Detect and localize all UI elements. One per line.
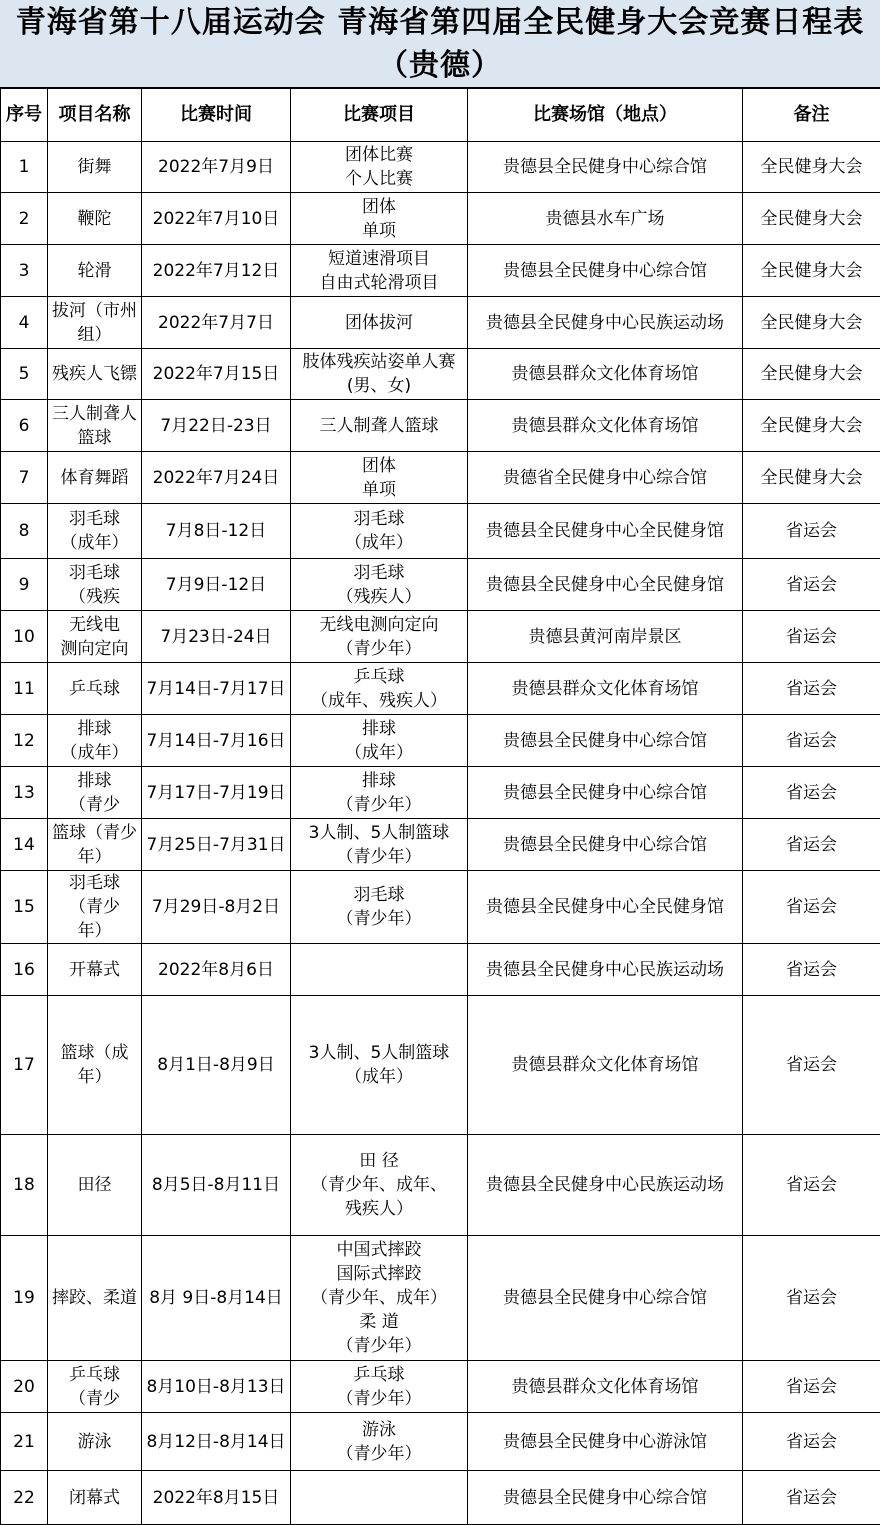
cell-venue: 贵德县全民健身中心综合馆	[468, 1471, 743, 1525]
cell-time: 7月14日-7月16日	[142, 715, 291, 767]
cell-no: 4	[1, 297, 48, 349]
cell-venue: 贵德县全民健身中心综合馆	[468, 819, 743, 871]
cell-time: 8月1日-8月9日	[142, 996, 291, 1135]
cell-no: 18	[1, 1135, 48, 1236]
cell-no: 17	[1, 996, 48, 1135]
cell-venue: 贵德县全民健身中心综合馆	[468, 715, 743, 767]
cell-venue: 贵德县全民健身中心民族运动场	[468, 297, 743, 349]
cell-event: 中国式摔跤 国际式摔跤 （青少年、成年） 柔 道 （青少年）	[291, 1236, 468, 1361]
cell-venue: 贵德县全民健身中心民族运动场	[468, 944, 743, 996]
cell-time: 8月10日-8月13日	[142, 1361, 291, 1413]
cell-name: 乒乓球 （青少	[48, 1361, 142, 1413]
table-row	[1, 1135, 880, 1236]
cell-name: 篮球（青少年）	[48, 819, 142, 871]
cell-no: 6	[1, 400, 48, 452]
cell-time: 2022年8月15日	[142, 1471, 291, 1525]
cell-time: 2022年7月7日	[142, 297, 291, 349]
cell-note: 全民健身大会	[743, 400, 880, 452]
cell-note: 省运会	[743, 663, 880, 715]
cell-name: 篮球（成年）	[48, 996, 142, 1135]
header-row	[1, 89, 880, 142]
table-row	[1, 871, 880, 944]
cell-name: 排球 （成年）	[48, 715, 142, 767]
cell-venue: 贵德县群众文化体育场馆	[468, 349, 743, 400]
header-name: 项目名称	[48, 89, 142, 142]
cell-note: 省运会	[743, 1236, 880, 1361]
cell-time: 8月12日-8月14日	[142, 1413, 291, 1471]
cell-event: 三人制聋人篮球	[291, 400, 468, 452]
cell-venue: 贵德县全民健身中心全民健身馆	[468, 871, 743, 944]
cell-time: 8月5日-8月11日	[142, 1135, 291, 1236]
cell-time: 7月22日-23日	[142, 400, 291, 452]
header-no: 序号	[1, 89, 48, 142]
cell-note: 全民健身大会	[743, 142, 880, 193]
cell-time: 7月17日-7月19日	[142, 767, 291, 819]
cell-event: 无线电测向定向 （青少年）	[291, 611, 468, 663]
cell-event: 羽毛球 （成年）	[291, 504, 468, 559]
cell-venue: 贵德县全民健身中心游泳馆	[468, 1413, 743, 1471]
cell-note: 省运会	[743, 1135, 880, 1236]
cell-event: 排球 （成年）	[291, 715, 468, 767]
cell-note: 省运会	[743, 944, 880, 996]
table-row	[1, 996, 880, 1135]
header-note: 备注	[743, 89, 880, 142]
cell-no: 10	[1, 611, 48, 663]
cell-event: 团体比赛 个人比赛	[291, 142, 468, 193]
cell-name: 体育舞蹈	[48, 452, 142, 504]
cell-event: 肢体残疾站姿单人赛(男、女)	[291, 349, 468, 400]
cell-name: 乒乓球	[48, 663, 142, 715]
cell-event: 团体 单项	[291, 452, 468, 504]
cell-note: 全民健身大会	[743, 452, 880, 504]
cell-name: 残疾人飞镖	[48, 349, 142, 400]
cell-no: 3	[1, 245, 48, 297]
cell-note: 省运会	[743, 715, 880, 767]
cell-event: 团体拔河	[291, 297, 468, 349]
cell-venue: 贵德县黄河南岸景区	[468, 611, 743, 663]
cell-time: 7月25日-7月31日	[142, 819, 291, 871]
cell-no: 8	[1, 504, 48, 559]
cell-note: 省运会	[743, 819, 880, 871]
cell-no: 11	[1, 663, 48, 715]
cell-event: 排球 （青少年）	[291, 767, 468, 819]
cell-event: 乒乓球 （青少年）	[291, 1361, 468, 1413]
table-row	[1, 944, 880, 996]
cell-venue: 贵德省全民健身中心综合馆	[468, 452, 743, 504]
cell-venue: 贵德县全民健身中心综合馆	[468, 1236, 743, 1361]
cell-name: 轮滑	[48, 245, 142, 297]
cell-note: 全民健身大会	[743, 245, 880, 297]
cell-time: 2022年7月9日	[142, 142, 291, 193]
cell-name: 三人制聋人篮球	[48, 400, 142, 452]
cell-time: 7月8日-12日	[142, 504, 291, 559]
cell-name: 羽毛球 （青少 年）	[48, 871, 142, 944]
cell-venue: 贵德县全民健身中心综合馆	[468, 142, 743, 193]
cell-name: 开幕式	[48, 944, 142, 996]
header-venue: 比赛场馆（地点）	[468, 89, 743, 142]
cell-no: 20	[1, 1361, 48, 1413]
cell-no: 16	[1, 944, 48, 996]
table-row	[1, 452, 880, 504]
table-row	[1, 349, 880, 400]
cell-note: 省运会	[743, 504, 880, 559]
cell-note: 省运会	[743, 1361, 880, 1413]
cell-time: 7月23日-24日	[142, 611, 291, 663]
cell-note: 省运会	[743, 871, 880, 944]
table-row	[1, 715, 880, 767]
cell-name: 田径	[48, 1135, 142, 1236]
cell-note: 省运会	[743, 611, 880, 663]
table-row	[1, 400, 880, 452]
table-row	[1, 297, 880, 349]
cell-event	[291, 1471, 468, 1525]
table-row	[1, 504, 880, 559]
cell-note: 全民健身大会	[743, 349, 880, 400]
table-row	[1, 245, 880, 297]
cell-no: 1	[1, 142, 48, 193]
header-time: 比赛时间	[142, 89, 291, 142]
cell-event: 3人制、5人制篮球 （青少年）	[291, 819, 468, 871]
cell-event: 羽毛球 （青少年）	[291, 871, 468, 944]
cell-name: 拔河（市州组）	[48, 297, 142, 349]
cell-time: 2022年8月6日	[142, 944, 291, 996]
header-event: 比赛项目	[291, 89, 468, 142]
cell-name: 排球 （青少	[48, 767, 142, 819]
cell-no: 13	[1, 767, 48, 819]
table-row	[1, 611, 880, 663]
table-row	[1, 1413, 880, 1471]
table-row	[1, 193, 880, 245]
cell-note: 省运会	[743, 996, 880, 1135]
table-row	[1, 819, 880, 871]
cell-event: 团体 单项	[291, 193, 468, 245]
cell-no: 22	[1, 1471, 48, 1525]
table-row	[1, 1361, 880, 1413]
cell-no: 5	[1, 349, 48, 400]
cell-venue: 贵德县水车广场	[468, 193, 743, 245]
cell-no: 12	[1, 715, 48, 767]
cell-venue: 贵德县全民健身中心全民健身馆	[468, 559, 743, 611]
cell-note: 省运会	[743, 559, 880, 611]
cell-no: 9	[1, 559, 48, 611]
cell-time: 2022年7月10日	[142, 193, 291, 245]
cell-time: 7月9日-12日	[142, 559, 291, 611]
cell-event: 3人制、5人制篮球 （成年）	[291, 996, 468, 1135]
table-row	[1, 663, 880, 715]
cell-time: 7月29日-8月2日	[142, 871, 291, 944]
cell-name: 游泳	[48, 1413, 142, 1471]
cell-name: 街舞	[48, 142, 142, 193]
table-row	[1, 142, 880, 193]
cell-name: 羽毛球 （成年）	[48, 504, 142, 559]
cell-time: 8月 9日-8月14日	[142, 1236, 291, 1361]
cell-no: 21	[1, 1413, 48, 1471]
cell-time: 7月14日-7月17日	[142, 663, 291, 715]
cell-note: 全民健身大会	[743, 193, 880, 245]
cell-note: 省运会	[743, 1413, 880, 1471]
cell-no: 7	[1, 452, 48, 504]
cell-venue: 贵德县全民健身中心全民健身馆	[468, 504, 743, 559]
cell-venue: 贵德县群众文化体育场馆	[468, 996, 743, 1135]
cell-no: 15	[1, 871, 48, 944]
cell-no: 19	[1, 1236, 48, 1361]
cell-name: 闭幕式	[48, 1471, 142, 1525]
schedule-table	[0, 88, 880, 1525]
cell-venue: 贵德县全民健身中心民族运动场	[468, 1135, 743, 1236]
cell-note: 省运会	[743, 1471, 880, 1525]
table-row	[1, 559, 880, 611]
cell-time: 2022年7月12日	[142, 245, 291, 297]
page-title: 青海省第十八届运动会 青海省第四届全民健身大会竞赛日程表（贵德）	[0, 0, 880, 88]
cell-name: 摔跤、柔道	[48, 1236, 142, 1361]
cell-event: 游泳 （青少年）	[291, 1413, 468, 1471]
cell-event: 田 径 （青少年、成年、 残疾人）	[291, 1135, 468, 1236]
cell-note: 全民健身大会	[743, 297, 880, 349]
cell-venue: 贵德县群众文化体育场馆	[468, 1361, 743, 1413]
cell-note: 省运会	[743, 767, 880, 819]
cell-name: 羽毛球 （残疾	[48, 559, 142, 611]
cell-no: 2	[1, 193, 48, 245]
table-row	[1, 767, 880, 819]
table-row	[1, 1471, 880, 1525]
table-row	[1, 1236, 880, 1361]
cell-event: 羽毛球 （残疾人）	[291, 559, 468, 611]
cell-name: 无线电 测向定向	[48, 611, 142, 663]
cell-event: 乒乓球 （成年、残疾人）	[291, 663, 468, 715]
cell-event	[291, 944, 468, 996]
cell-no: 14	[1, 819, 48, 871]
cell-venue: 贵德县群众文化体育场馆	[468, 400, 743, 452]
cell-name: 鞭陀	[48, 193, 142, 245]
cell-venue: 贵德县全民健身中心综合馆	[468, 767, 743, 819]
cell-time: 2022年7月24日	[142, 452, 291, 504]
cell-venue: 贵德县群众文化体育场馆	[468, 663, 743, 715]
cell-event: 短道速滑项目 自由式轮滑项目	[291, 245, 468, 297]
cell-time: 2022年7月15日	[142, 349, 291, 400]
cell-venue: 贵德县全民健身中心综合馆	[468, 245, 743, 297]
